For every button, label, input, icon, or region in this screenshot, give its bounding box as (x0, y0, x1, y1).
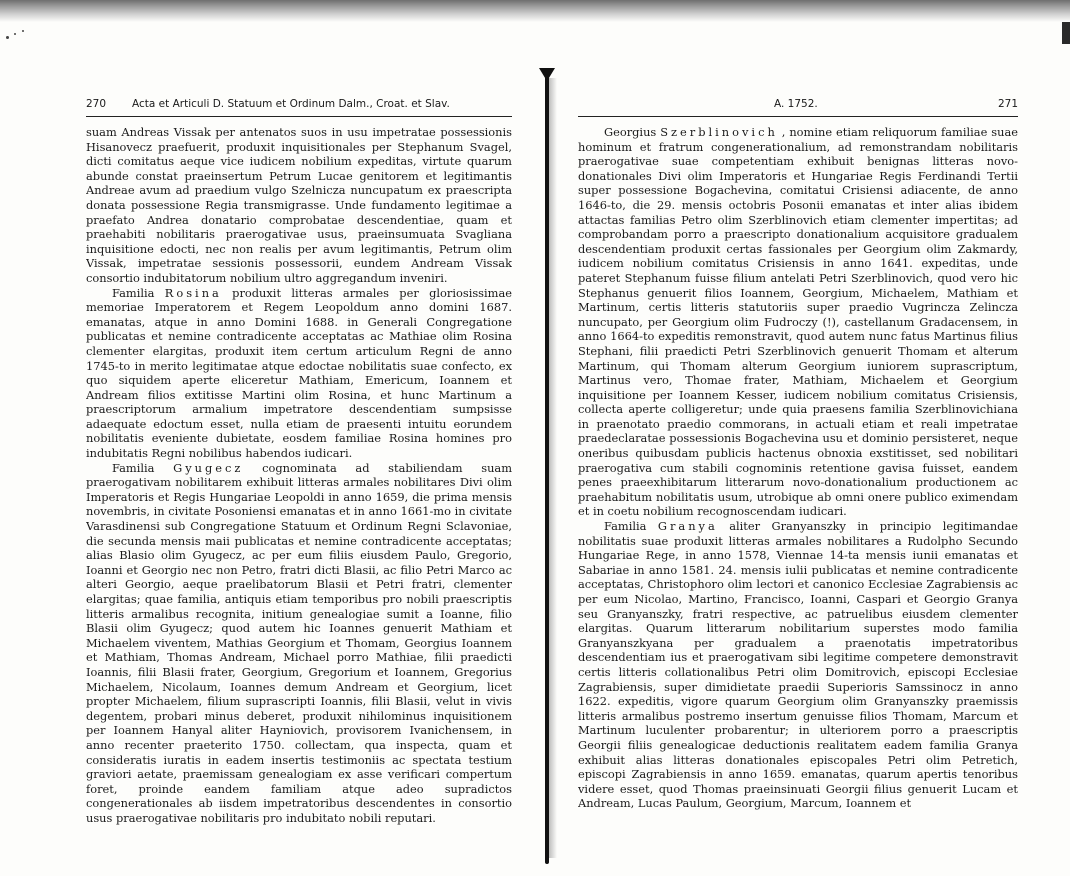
running-title: A. 1752. (774, 98, 818, 110)
family-name: Rosina (164, 285, 222, 300)
running-title: Acta et Articuli D. Statuum et Ordinum Dalm., Croat. et Slav. (132, 98, 450, 110)
running-head (86, 94, 512, 117)
paragraph-lead: Familia (112, 285, 165, 300)
page-number: 271 (997, 98, 1018, 110)
scan-edge-mark (1062, 22, 1070, 44)
left-page (86, 94, 512, 854)
paragraph-lead: Familia (604, 519, 658, 534)
paragraph-text: , nomine etiam reliquorum familiae suae hominum et fratrum congenerationalium, ad remonstrandam nobilitaris praerogativae suae competentiam exhibuit benignas litteras novo-donationales Divi olim Imperatoris et Hungariae Regis Ferdinandi Tertii super possessione Bogachevina, comitatui Crisiensi adiacente, de anno 1646-to, die 29. mensis octobris Posonii emanatas et inter alias ibidem attactas familias Petro olim Szerblinovich etiam clementer impertitas; ad comprobandam porro a praescripto donationalium acquisitore gradualem descendentiam produxit certas fassionales per Georgium olim Zakmardy, iudicem nobilium comitatus Crisiensis in anno 1641. expeditas, unde pateret Stephanum fuisse filium antelati Petri Szerblinovich, quod vero hic Stephanus genuerit filios Ioannem, Georgium, Michaelem, Mathiam et Martinum, certis litteris statutoriis super praedio Vugrincza Zelincza nuncupato, per Georgium olim Fudroczy (!), castellanum Gradacensem, in anno 1664-to expeditis remonstravit, quod autem nunc fatus Martinus filius Stephani, filii praedicti Petri Szerblinovich genuerit Thomam et alterum Martinum, qui Thomam alterum Georgium iuniorem suprascriptum, Martinus vero, Thomae frater, Mathiam, Michaelem et Georgium inquisitione per Ioannem Kesser, iudicem nobilium comitatus Crisiensis, collecta aperte colligeretur; unde quia praesens familia Szerblinovichiana in praenotato praedio commorans, in actuali etiam et reali impetratae praedeclaratae possessionis Bogachevina usu et dominio persisteret, neque oneribus quibusdam publicis hactenus obnoxia exstitisset, sed nobilitari praerogativa cum stabili cognominis retentione gavisa fuisset, eandem penes praeexhibitarum litterarum novo-donationalium productionem ac praehabitum nobilitatis usum, utrobique ab omni onere publico eximendam et in coetu nobilium recognoscendam iudicari. (578, 125, 1018, 519)
paragraph-lead: Georgius (604, 125, 661, 139)
paragraph (86, 125, 512, 286)
paragraph-text: aliter Granyanszky in principio legitimandae nobilitatis suae produxit litteras armales nobilitares a Rudolpho Secundo Hungariae Rege, in anno 1578, Viennae 14-ta mensis iunii emanatas et Sabariae in anno 1581. 24. mensis iulii publicatas et nemine contradicente acceptatas, Christophoro olim lectori et canonico Ecclesiae Zagrabiensis ac per eum Nicolao, Martino, Francisco, Ioanni, Caspari et Georgio Granya seu Granyanszky, fratri respective, ac patruelibus eiusdem clementer elargitas. Quarum litterarum nobilitarium superstes modo familia Granyanszkyana per gradualem a praenotatis impetratoribus descendentiam ius et praerogativam sibi legitime competere demonstravit certis litteris collationalibus Petri olim Domitrovich, episcopi Ecclesiae Zagrabiensis, super dimidietate praedii Superioris Samssinocz in anno 1622. expeditis, vigore quarum Georgium olim Granyanszky praemissis litteris armalibus postremo insertum genuisse filios Thomam, Marcum et Martinum luculenter probarentur; in ulteriorem porro a praescriptis Georgii filiis genealogicae deductionis realitatem eadem familia Granya exhibuit alias litteras donationales episcopales Petri olim Petretich, episcopi Zagrabiensis in anno 1659. emanatas, quarum apertis tenoribus videre esset, quod Thomas praeinsinuati Georgii filius genuerit Lucam et Andream, Lucas Paulum, Georgium, Marcum, Ioannem et (578, 519, 1018, 811)
page-body (578, 125, 1018, 811)
running-head (578, 94, 1018, 117)
paragraph-text: produxit litteras armales per gloriosissimae memoriae Imperatorem et Regem Leopoldum anno domini 1687. emanatas, atque in anno Domini 1688. in Generali Congregatione publicatas et nemine contradicente acceptatas ac Mathiae olim Rosina clementer elargitas, produxit item certum articulum Regni de anno 1745-to in merito legitimatae atque edoctae nobilitatis suae confecto, ex quo siquidem aperte eliceretur Mathiam, Emericum, Ioannem et Andream filios extitisse Martini olim Rosina, et hunc Martinum a praescriptorum armalium impetratore descendentiam sumpsisse adaequate edoctum esset, nulla etiam de praesenti intuitu eorundem nobilitatis eveniente dubietate, eosdem familiae Rosina homines pro indubitatis Regni nobilibus habendos iudicari. (86, 285, 512, 461)
scan-speck (22, 30, 24, 32)
page-number: 270 (86, 98, 107, 110)
paragraph (86, 286, 512, 461)
paragraph (578, 125, 1018, 519)
paragraph-text: cognominata ad stabiliendam suam praerogativam nobilitarem exhibuit litteras armales nobilitares Divi olim Imperatoris et Regis Hungariae Leopoldi in anno 1659, die prima mensis novembris, in civitate Posoniensi emanatas et in anno 1661-mo in civitate Varasdinensi sub Congregatione Statuum et Ordinum Regni Sclavoniae, die secunda mensis maii publicatas et nemine contradicente acceptatas; alias Blasio olim Gyugecz, ac per eum filiis eiusdem Paulo, Gregorio, Ioanni et Georgio nec non Petro, fratri dicti Blasii, ac filio Petri Marco ac alteri Georgio, aeque praelibatorum Blasii et Petri fratri, clementer elargitas; quae familia, antiquis etiam temporibus pro nobili praescriptis litteris armalibus recognita, initium genealogiae sumit a Ioanne, filio Blasii olim Gyugecz; quod autem hic Ioannes genuerit Mathiam et Michaelem viventem, Mathias Georgium et Thomam, Georgius Ioannem et Mathiam, Thomas Andream, Michael porro Mathiae, filii praedicti Ioannis, filii Blasii frater, Georgium, Gregorium et Ioannem, Gregorius Michaelem, Nicolaum, Ioannes demum Andream et Georgium, licet propter Michaelem, filium suprascripti Ioannis, filii Blasii, velut in vivis degentem, probari minus deberet, produxit nihilominus inquisitionem per Ioannem Hanyal aliter Hayniovich, provisorem Ivanichensem, in anno recenter praeterito 1750. collectam, qua inspecta, quam et consideratis iuratis in eadem insertis testimoniis ac spectata testium graviori aetate, praemissam genealogiam ex asse verificari compertum foret, proinde eandem familiam atque adeo supradictos congenerationales ab iisdem impetratoribus descendentes in consortio usus praerogativae nobilitaris pro indubitato nobili reputari. (86, 460, 512, 825)
page-body (86, 125, 512, 826)
family-name: Szerblinovich (660, 125, 778, 139)
paragraph-text: suam Andreas Vissak per antenatos suos in usu impetratae possessionis Hisanovecz praefuerit, produxit inquisitionales per Stephanum Svagel, dicti comitatus aeque vice iudicem nobilium expeditas, virtute quarum abunde constat praeinsertum Petrum Lucae genitorem et legitimantis Andreae avum ad praedium vulgo Szelnicza nuncupatum ex praescripta donata possessione Regia transmigrasse. Unde fundamento legitimae a praefato Andrea donatario comprobatae descendentiae, quam et praehabiti nobilitaris praerogativae usus, praeinsumuata Svagliana inquisitione edocti, nec non realis per avum legitimantis, Petrum olim Vissak, impetratae sessionis possessorii, eundem Andream Vissak consortio indubitatorum nobilium ultro aggregandum inveniri. (86, 125, 512, 285)
paragraph (86, 461, 512, 826)
scan-speck (6, 36, 9, 39)
paragraph (578, 519, 1018, 811)
scan-speck (14, 33, 16, 35)
book-gutter (539, 68, 557, 868)
right-page (578, 94, 1018, 854)
paragraph-lead: Familia (112, 460, 174, 475)
family-name: Granya (657, 519, 718, 534)
scanner-shadow (0, 0, 1070, 22)
family-name: Gyugecz (173, 460, 244, 475)
